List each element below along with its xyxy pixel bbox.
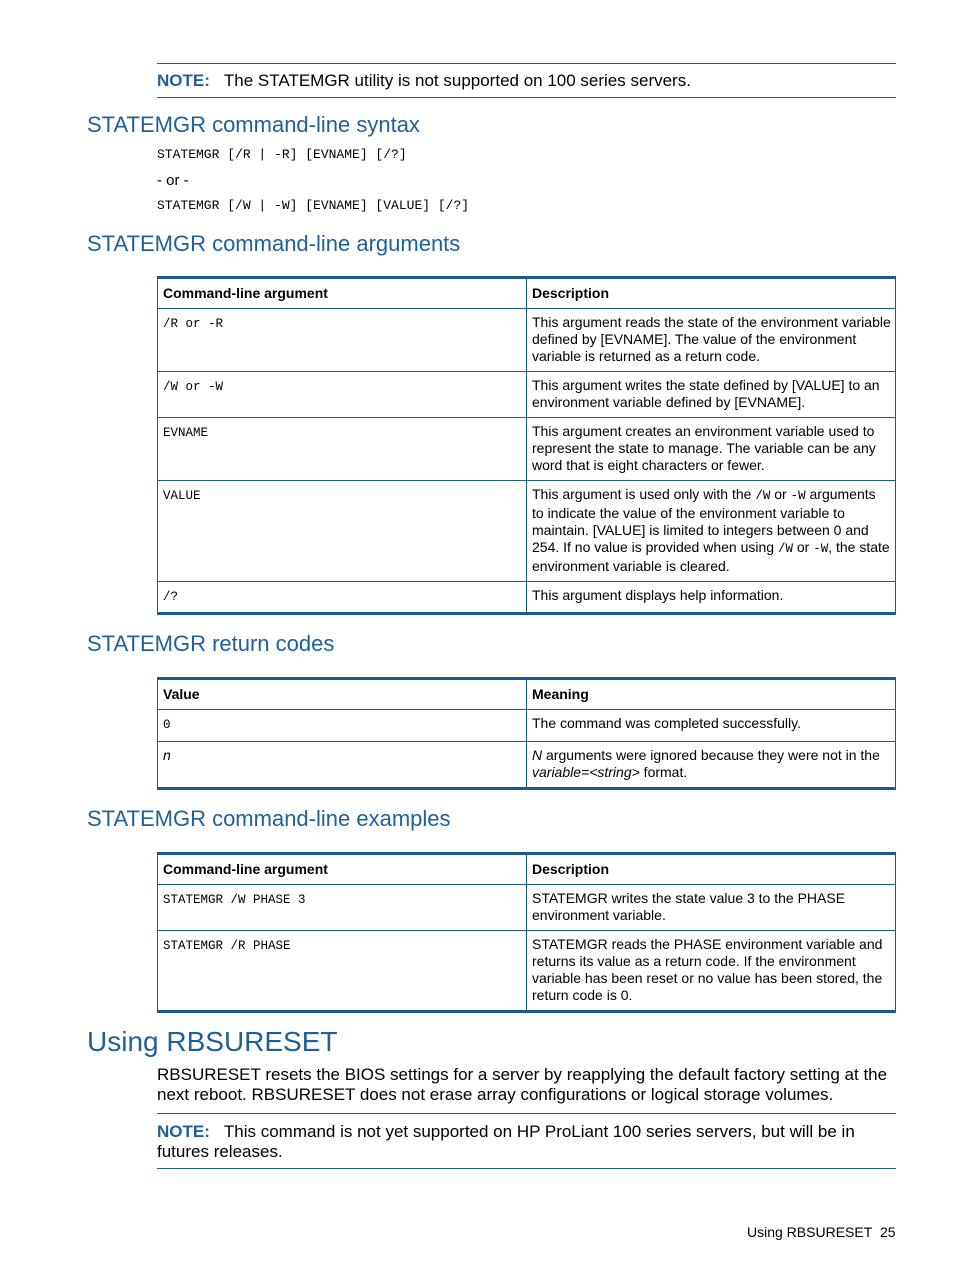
description-text: or [792, 539, 814, 555]
argument-code: EVNAME [163, 426, 209, 440]
argument-code: VALUE [163, 489, 201, 503]
table-row [158, 742, 896, 789]
rbsureset-paragraph: RBSURESET resets the BIOS settings for a server by reapplying the default factory setting at the next reboot. RBSURESET does not erase array configurations or logical storage volumes. [157, 1065, 888, 1104]
argument-description: This argument reads the state of the environment variable defined by [EVNAME]. The value of the environment variable is returned as a return code. [527, 309, 896, 372]
column-header: Command-line argument [158, 278, 527, 309]
inline-code: /W [755, 489, 771, 503]
argument-code: /R or -R [163, 317, 224, 331]
description-text: arguments to indicate the value of the environment variable to maintain. [VALUE] is limited to integers between 0 and 254. If no value is provided when using [532, 486, 876, 555]
meaning-text: format. [639, 764, 688, 780]
column-header: Description [527, 854, 896, 885]
description-text: , the state environment variable is cleared. [532, 539, 890, 574]
syntax-line-2: STATEMGR [/W | -W] [EVNAME] [VALUE] [/?] [157, 198, 470, 213]
table-row [158, 481, 896, 582]
table-row [158, 418, 896, 481]
table-row [158, 309, 896, 372]
return-meaning: The command was completed successfully. [527, 710, 896, 742]
column-header: Description [527, 278, 896, 309]
section-heading-syntax: STATEMGR command-line syntax [87, 112, 420, 137]
meaning-text: arguments were ignored because they were not in the [542, 747, 880, 763]
note-text: This command is not yet supported on HP ProLiant 100 series servers, but will be in futures releases. [157, 1122, 855, 1161]
syntax-line-1: STATEMGR [/R | -R] [EVNAME] [/?] [157, 147, 407, 162]
column-header: Meaning [527, 679, 896, 710]
table-header-row [158, 854, 896, 885]
inline-code: -W [790, 489, 806, 503]
return-value: 0 [163, 718, 171, 732]
section-heading-examples: STATEMGR command-line examples [87, 806, 451, 831]
argument-description: This argument creates an environment variable used to represent the state to manage. The variable can be any word that is eight characters or fewer. [527, 418, 896, 481]
argument-description: This argument writes the state defined by [VALUE] to an environment variable defined by [EVNAME]. [527, 372, 896, 418]
table-row [158, 885, 896, 931]
table-header-row [158, 679, 896, 710]
argument-code: /? [163, 590, 179, 604]
argument-description [527, 481, 896, 582]
table-row [158, 582, 896, 614]
note-label: NOTE: [157, 1122, 210, 1141]
note-box [157, 1113, 896, 1169]
note-text: The STATEMGR utility is not supported on 100 series servers. [223, 71, 691, 90]
note-box [157, 63, 896, 98]
table-row [158, 372, 896, 418]
table-row [158, 710, 896, 742]
examples-table [157, 852, 896, 1013]
example-description: STATEMGR writes the state value 3 to the PHASE environment variable. [527, 885, 896, 931]
footer-section-name: Using RBSURESET [747, 1224, 873, 1240]
return-value: n [163, 747, 171, 763]
example-description: STATEMGR reads the PHASE environment variable and returns its value as a return code. If the environment variable has been reset or no value has been stored, the return code is 0. [527, 931, 896, 1012]
description-text: or [770, 486, 791, 502]
page-number: 25 [880, 1224, 896, 1240]
meaning-text: N [532, 747, 543, 763]
inline-code: -W [813, 542, 829, 556]
note-label: NOTE: [157, 71, 210, 90]
section-heading-arguments: STATEMGR command-line arguments [87, 231, 461, 256]
column-header: Command-line argument [158, 854, 527, 885]
page-section-title: Using RBSURESET [87, 1026, 338, 1057]
table-header-row [158, 278, 896, 309]
table-row [158, 931, 896, 1012]
example-command: STATEMGR /R PHASE [163, 939, 291, 953]
return-meaning [527, 742, 896, 789]
syntax-or: - or - [157, 172, 189, 189]
example-command: STATEMGR /W PHASE 3 [163, 893, 306, 907]
argument-code: /W or -W [163, 380, 224, 394]
inline-code: /W [777, 542, 793, 556]
section-heading-return-codes: STATEMGR return codes [87, 631, 335, 656]
description-text: This argument is used only with the [532, 486, 756, 502]
meaning-text: variable=<string> [532, 764, 640, 780]
arguments-table [157, 276, 896, 615]
return-codes-table [157, 677, 896, 790]
column-header: Value [158, 679, 527, 710]
argument-description: This argument displays help information. [527, 582, 896, 614]
